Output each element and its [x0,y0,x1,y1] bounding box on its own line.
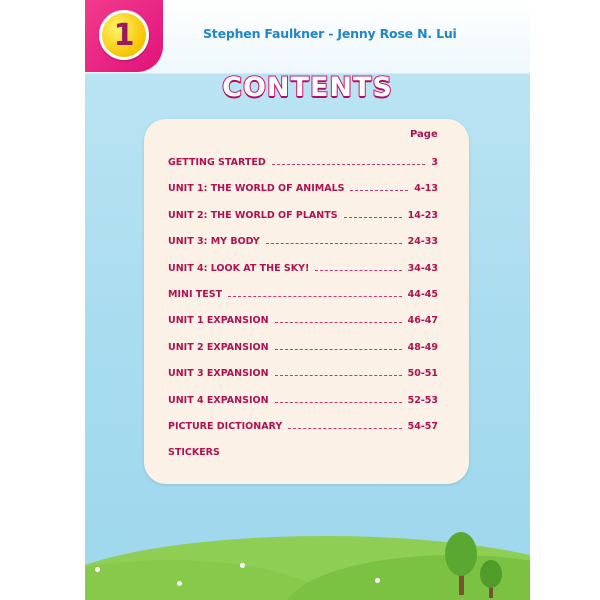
flower-icon [240,563,245,568]
tree-icon [445,532,477,576]
toc-item-label: UNIT 1 EXPANSION [168,315,269,327]
toc-leader-dots [272,164,426,165]
toc-item-label: GETTING STARTED [168,157,266,168]
toc-item-label: MINI TEST [168,289,223,300]
toc-row [168,339,438,353]
toc-row [168,154,438,168]
toc-item-page: 54-57 [407,421,438,432]
toc-item-page: 48-49 [407,341,438,353]
toc-item-label: UNIT 2 EXPANSION [168,341,269,353]
toc-item-label: UNIT 2: THE WORLD OF PLANTS [168,209,338,221]
toc-item-page: 3 [431,157,438,168]
toc-row [168,180,438,194]
page-column-heading: Page [410,129,438,140]
flower-icon [95,567,100,572]
toc-leader-dots [275,322,402,323]
toc-item-label: STICKERS [168,447,220,459]
toc-item-page: 24-33 [407,236,438,248]
toc-row [168,233,438,247]
toc-leader-dots [350,190,408,191]
toc-item-page: 44-45 [407,289,438,300]
toc-leader-dots [266,243,402,244]
book-number-badge: 1 [99,10,149,60]
toc-item-page: 34-43 [407,262,438,274]
toc-item-label: UNIT 1: THE WORLD OF ANIMALS [168,183,345,195]
toc-item-label: UNIT 4: LOOK AT THE SKY! [168,262,310,274]
toc-row [168,392,438,406]
toc-row [168,444,438,458]
toc-leader-dots [288,428,401,429]
authors-line: Stephen Faulkner - Jenny Rose N. Lui [203,26,457,41]
toc-item-page: 46-47 [407,315,438,327]
contents-card [144,119,469,484]
toc-item-label: UNIT 3 EXPANSION [168,368,269,380]
toc-item-label: UNIT 3: MY BODY [168,236,260,248]
toc-leader-dots [275,349,402,350]
toc-item-label: UNIT 4 EXPANSION [168,394,269,406]
toc-item-label: PICTURE DICTIONARY [168,421,283,432]
flower-icon [375,578,380,583]
toc-leader-dots [275,375,402,376]
toc-item-page: 14-23 [407,209,438,221]
toc-row [168,286,438,300]
toc-item-page: 4-13 [414,183,438,195]
toc-row [168,418,438,432]
small-tree-icon [480,560,502,588]
toc-row [168,207,438,221]
page-title: CONTENTS [222,72,393,103]
toc-row [168,365,438,379]
toc-item-page: 52-53 [407,394,438,406]
toc-row [168,312,438,326]
flower-icon [177,581,182,586]
toc-row [168,260,438,274]
toc-leader-dots [228,296,402,297]
toc-leader-dots [315,270,401,271]
toc-leader-dots [275,402,402,403]
book-page [85,0,530,600]
toc-leader-dots [344,217,402,218]
toc-item-page: 50-51 [407,368,438,380]
